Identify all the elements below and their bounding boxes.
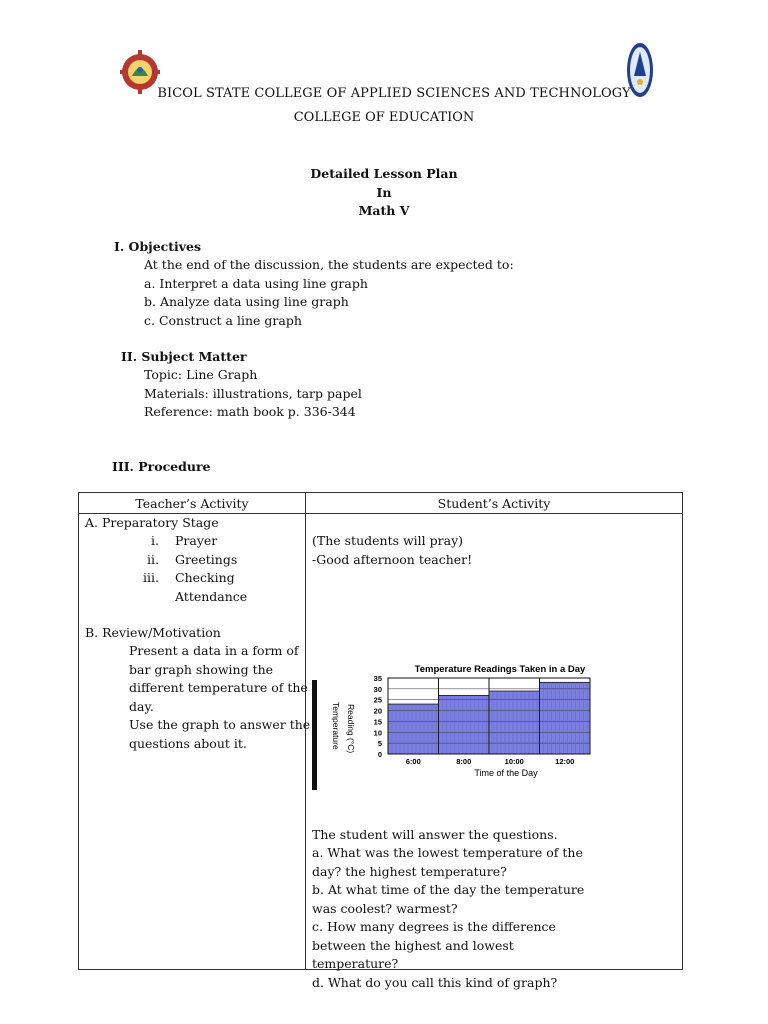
procedure-heading: III. Procedure bbox=[112, 459, 211, 474]
subject-reference: Reference: math book p. 336-344 bbox=[144, 404, 356, 419]
chart-xtick-label: 6:00 bbox=[405, 757, 421, 766]
student-answer-intro: The student will answer the questions. bbox=[312, 827, 558, 842]
chart-ytick-label: 10 bbox=[373, 728, 382, 738]
objective-item: b. Analyze data using line graph bbox=[144, 294, 349, 309]
subject-matter-heading: II. Subject Matter bbox=[121, 349, 247, 364]
question-line: b. At what time of the day the temperature bbox=[312, 882, 585, 897]
prep-stage-label: A. Preparatory Stage bbox=[85, 515, 219, 530]
chart-ytick-label: 35 bbox=[373, 674, 382, 683]
prep-item-label: Prayer bbox=[175, 533, 218, 548]
chart-xtick-label: 12:00 bbox=[555, 757, 575, 766]
chart-bar bbox=[489, 691, 540, 754]
prep-item-num: i. bbox=[151, 533, 159, 548]
college-name: BICOL STATE COLLEGE OF APPLIED SCIENCES AND TECHNOLOGY bbox=[157, 86, 631, 101]
doc-title-line2: In bbox=[376, 185, 392, 200]
student-pray: (The students will pray) bbox=[312, 533, 464, 548]
chart-ytick-label: 25 bbox=[373, 695, 382, 705]
chart-ytick-label: 0 bbox=[377, 750, 382, 759]
chart-ytick-label: 20 bbox=[373, 706, 382, 716]
chart-title: Temperature Readings Taken in a Day bbox=[414, 664, 586, 675]
review-line: questions about it. bbox=[129, 736, 247, 751]
chart-xtick-label: 10:00 bbox=[504, 757, 524, 766]
question-line: temperature? bbox=[312, 956, 399, 971]
prep-item-label: Greetings bbox=[175, 552, 238, 567]
chart-ylabel-line1: Temperature bbox=[331, 702, 341, 750]
objective-item: a. Interpret a data using line graph bbox=[144, 276, 368, 291]
student-activity-header: Student’s Activity bbox=[306, 493, 683, 514]
doc-title-line3: Math V bbox=[358, 203, 410, 218]
question-line: d. What do you call this kind of graph? bbox=[312, 975, 558, 990]
chart-xtick-label: 8:00 bbox=[456, 757, 472, 766]
question-line: was coolest? warmest? bbox=[312, 901, 458, 916]
review-line: day. bbox=[129, 699, 154, 714]
chart-ylabel-line2: Reading (°C) bbox=[346, 704, 356, 754]
question-line: day? the highest temperature? bbox=[312, 864, 507, 879]
subject-materials: Materials: illustrations, tarp papel bbox=[144, 386, 362, 401]
chart-bar bbox=[439, 695, 490, 754]
student-greet: -Good afternoon teacher! bbox=[312, 552, 473, 567]
question-line: c. How many degrees is the difference bbox=[312, 919, 556, 934]
temperature-bar-chart bbox=[310, 654, 640, 794]
subject-topic: Topic: Line Graph bbox=[144, 367, 258, 382]
chart-side-bar bbox=[312, 680, 317, 790]
chart-bar bbox=[388, 704, 439, 754]
review-heading: B. Review/Motivation bbox=[85, 625, 221, 640]
chart-ytick-label: 15 bbox=[373, 717, 382, 727]
chart-ytick-label: 30 bbox=[373, 684, 382, 694]
chart-ytick-label: 5 bbox=[377, 739, 382, 749]
prep-item-num: ii. bbox=[147, 552, 159, 567]
doc-title-line1: Detailed Lesson Plan bbox=[310, 166, 458, 181]
question-line: between the highest and lowest bbox=[312, 938, 514, 953]
review-line: different temperature of the bbox=[129, 680, 308, 695]
teacher-activity-cell bbox=[79, 514, 311, 970]
review-line: Present a data in a form of bbox=[129, 643, 299, 658]
student-activity-cell bbox=[306, 514, 683, 990]
question-line: a. What was the lowest temperature of the bbox=[312, 845, 583, 860]
objectives-heading: I. Objectives bbox=[114, 239, 202, 254]
procedure-table bbox=[78, 492, 683, 990]
review-line: Use the graph to answer the bbox=[129, 717, 311, 732]
prep-item-num: iii. bbox=[143, 570, 159, 585]
chart-xlabel: Time of the Day bbox=[474, 768, 538, 778]
teacher-activity-header: Teacher’s Activity bbox=[79, 493, 306, 514]
review-line: bar graph showing the bbox=[129, 662, 274, 677]
prep-item-label-cont: Attendance bbox=[175, 589, 248, 604]
objective-item: c. Construct a line graph bbox=[144, 313, 302, 328]
objectives-intro: At the end of the discussion, the students are expected to: bbox=[144, 257, 514, 272]
department-name: COLLEGE OF EDUCATION bbox=[293, 110, 475, 125]
prep-item-label: Checking bbox=[175, 570, 235, 585]
